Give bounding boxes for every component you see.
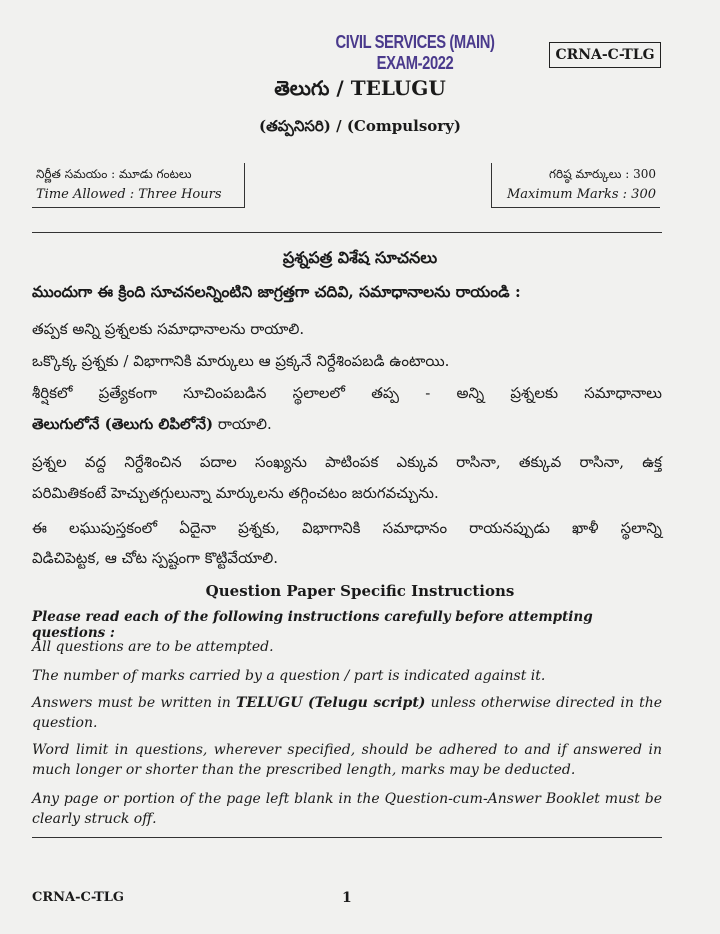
telugu-instruction-5-line-2: విడిచిపెట్టక, ఆ చోట స్పష్టంగా కొట్టివేయాలి. [32,549,278,567]
maximum-marks-english: Maximum Marks : 300 [507,187,656,202]
english-instructions-heading: Question Paper Specific Instructions [205,582,515,600]
divider-bottom [32,837,662,838]
telugu-instruction-5-line-1: ఈ లఘుపుస్తకంలో ఏదైనా ప్రశ్నకు, విభాగానికి సమాధానం రాయనప్పుడు ఖాళీ స్థలాన్ని [32,519,662,537]
maximum-marks-box [491,163,660,208]
telugu-instructions-lead: ముందుగా ఈ క్రింది సూచనలన్నింటిని జాగ్రత్తగా చదివి, సమాధానాలను రాయండి : [32,282,521,301]
paper-code-box: CRNA-C-TLG [549,42,661,68]
telugu-instruction-4-line-2: పరిమితికంటే హెచ్చుతగ్గులున్నా మార్కులను తగ్గించటం జరుగవచ్చును. [32,484,439,502]
divider-top [32,232,662,233]
telugu-script-emphasis: తెలుగులోనే (తెలుగు లిపిలోనే) [32,415,214,433]
telugu-instruction-4-line-1: ప్రశ్నల వద్ద నిర్దేశించిన పదాల సంఖ్యను పాటింపక ఎక్కువ రాసినా, తక్కువ రాసినా, ఉక్త [32,453,662,471]
page-number: 1 [342,890,352,906]
english-instructions-lead: Please read each of the following instructions carefully before attempting questions : [32,609,593,641]
exam-title: CIVIL SERVICES (MAIN) EXAM-2022 [335,32,495,73]
maximum-marks-telugu: గరిష్ఠ మార్కులు : 300 [549,167,656,181]
english-instruction-3-start: Answers must be written in [32,695,236,711]
telugu-instruction-1: తప్పక అన్ని ప్రశ్నలకు సమాధానాలను రాయాలి. [32,320,305,338]
telugu-instructions-heading: ప్రశ్నపత్ర విశేష సూచనలు [282,248,438,267]
telugu-script-emphasis-en: TELUGU (Telugu script) [235,695,426,711]
time-allowed-english: Time Allowed : Three Hours [36,187,222,202]
english-instruction-1: All questions are to be attempted. [32,639,274,655]
telugu-instruction-3-end: రాయాలి. [213,415,272,433]
telugu-instruction-3-line-2 [32,408,662,441]
time-allowed-telugu: నిర్ణీత సమయం : మూడు గంటలు [36,167,192,181]
footer-paper-code: CRNA-C-TLG [32,890,125,905]
english-instruction-4: Word limit in questions, wherever specified, should be adhered to and if answered in much longer or shorter than the prescribed length, marks may be deducted. [32,742,662,778]
english-instruction-5: Any page or portion of the page left blank in the Question-cum-Answer Booklet must be clearly struck off. [32,791,662,827]
subject-title: తెలుగు / TELUGU [274,76,446,100]
english-instruction-2: The number of marks carried by a question / part is indicated against it. [32,668,546,684]
telugu-instruction-2: ఒక్కొక్క ప్రశ్నకు / విభాగానికి మార్కులు ఆ ప్రక్కనే నిర్దేశింపబడి ఉంటాయి. [32,352,450,370]
compulsory-label: (తప్పనిసరి) / (Compulsory) [258,117,461,135]
telugu-instruction-3-line-1: శీర్షికలో ప్రత్యేకంగా సూచింపబడిన స్థలాలలో తప్ప - అన్ని ప్రశ్నలకు సమాధానాలు [32,384,662,402]
english-instruction-3 [32,693,662,733]
english-instruction-3-end: unless otherwise directed in the question. [32,695,662,731]
time-allowed-box [32,163,245,208]
